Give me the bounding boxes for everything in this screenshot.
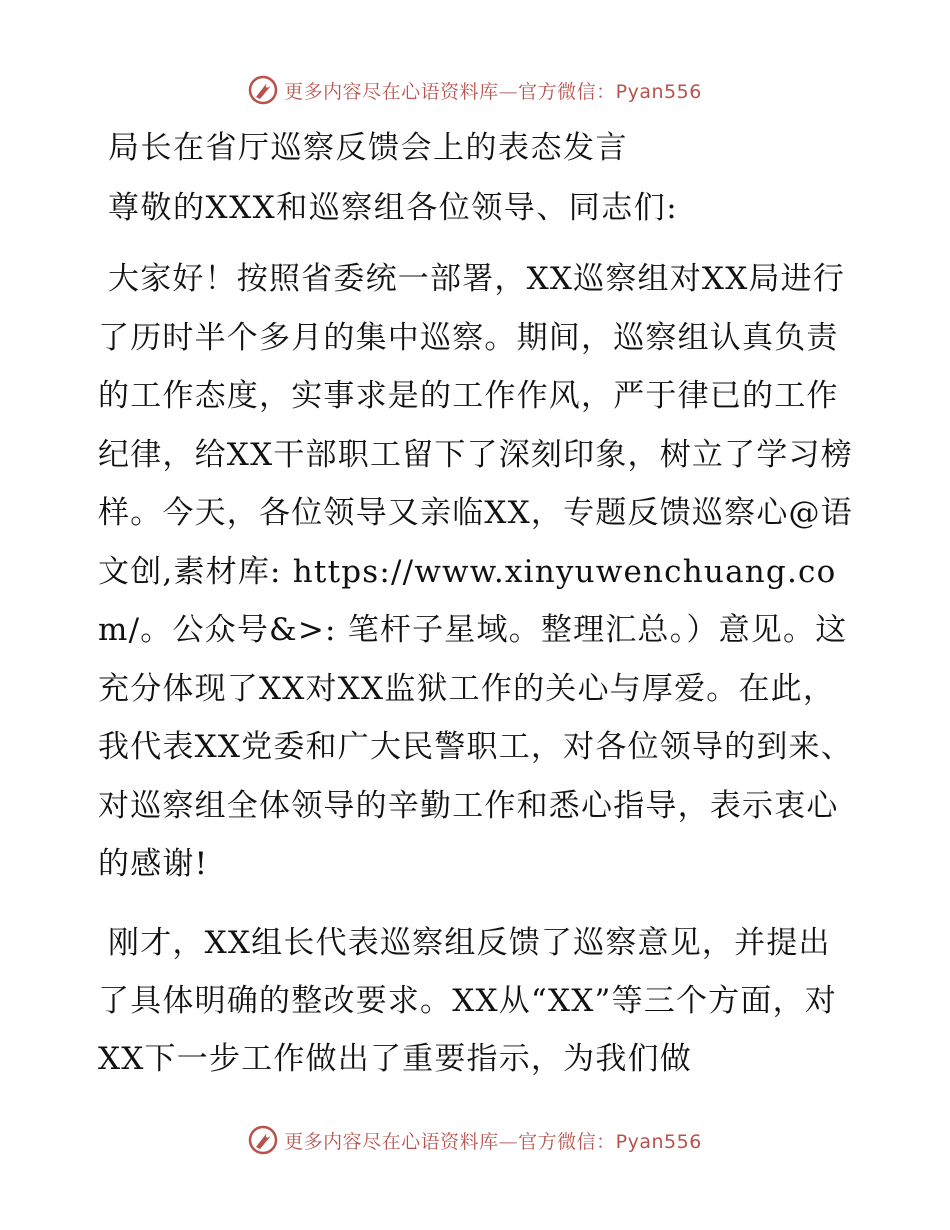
document-body [98,120,858,1088]
document-greeting: 尊敬的XXX和巡察组各位领导、同志们: [108,190,679,226]
header-brand-text: 更多内容尽在心语资料库 [284,80,499,103]
footer-separator: — [498,1130,519,1153]
document-title: 局长在省厅巡察反馈会上的表态发言 [108,130,628,166]
pen-nib-logo-icon [248,75,278,105]
paragraph-2: 刚才，XX组长代表巡察组反馈了巡察意见，并提出了具体明确的整改要求。XX从“XX”等三个方面，对XX下一步工作做出了重要指示，为我们做 [98,924,837,1077]
footer-contact-text: 官方微信：Pyan556 [518,1130,702,1153]
paragraph-1: 大家好！按照省委统一部署，XX巡察组对XX局进行了历时半个多月的集中巡察。期间，巡察组认真负责的工作态度，实事求是的工作作风，严于律已的工作纪律，给XX干部职工留下了深刻印象，树立了学习榜样。今天，各位领导又亲临XX，专题反馈巡察心@语文创,素材库: https://www.xinyuwenchuang.com/。公众号&>: 笔杆子星域。整理汇总。）意见。这充分体现了XX对XX监狱工作的关心与厚爱。在此，我代表XX党委和广大民警职工，对各位领导的到来、对巡察组全体领导的辛勤工作和悉心指导，表示衷心的感谢! [98,261,853,882]
header-separator: — [498,80,519,103]
header-banner [0,70,950,110]
footer-banner [0,1120,950,1160]
pen-nib-logo-icon [248,1125,278,1155]
footer-brand-text: 更多内容尽在心语资料库 [284,1130,499,1153]
header-contact-text: 官方微信：Pyan556 [518,80,702,103]
